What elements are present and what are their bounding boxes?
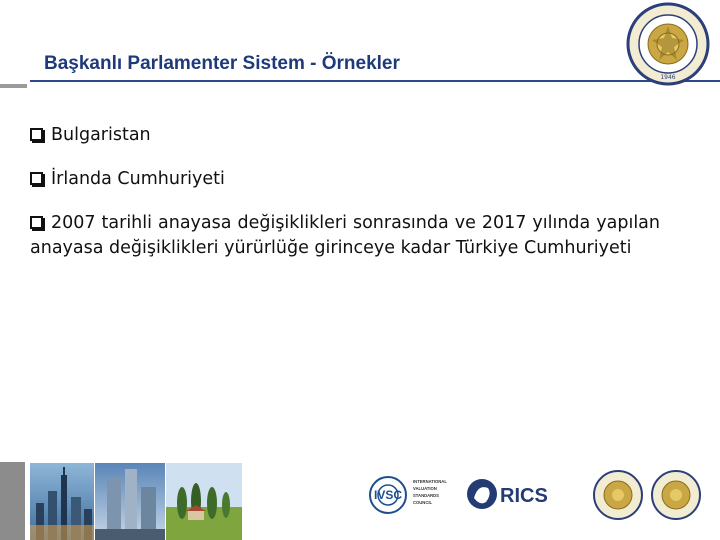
svg-text:1946: 1946 — [660, 74, 676, 81]
rics-lion-icon — [467, 479, 497, 509]
checkbox-bullet-icon — [30, 128, 43, 141]
footer-logos — [350, 462, 720, 540]
university-seal-small-icon — [652, 471, 700, 519]
bullet-item — [30, 167, 660, 192]
svg-text:COUNCIL: COUNCIL — [413, 500, 433, 505]
bullet-list — [30, 123, 660, 280]
towers-photo — [95, 463, 165, 540]
footer-gray-block — [0, 462, 25, 540]
bullet-item — [30, 211, 660, 261]
rics-label: RICS — [500, 485, 548, 507]
bullet-item — [30, 123, 660, 148]
ankara-university-seal-icon — [626, 2, 710, 86]
checkbox-bullet-icon — [30, 172, 43, 185]
checkbox-bullet-icon — [30, 216, 43, 229]
title-underline — [30, 80, 495, 82]
bullet-text: 2007 tarihli anayasa değişiklikleri sonrasında ve 2017 yılında yapılan anayasa değişiklikleri yürürlüğe girinceye kadar Türkiye Cumhuriyeti — [30, 213, 660, 258]
slide-title: Başkanlı Parlamenter Sistem - Örnekler — [44, 53, 400, 74]
ivsc-label: IVSC — [373, 488, 403, 502]
university-seal-small-icon — [594, 471, 642, 519]
svg-text:VALUATION: VALUATION — [413, 486, 437, 491]
bullet-text: İrlanda Cumhuriyeti — [51, 169, 225, 189]
countryside-photo — [166, 463, 242, 540]
left-gray-bar — [0, 84, 27, 88]
skyline-photo — [30, 463, 94, 540]
bullet-text: Bulgaristan — [51, 125, 151, 145]
svg-text:INTERNATIONAL: INTERNATIONAL — [413, 479, 447, 484]
svg-text:STANDARDS: STANDARDS — [413, 493, 439, 498]
ivsc-logo-icon — [370, 477, 406, 513]
